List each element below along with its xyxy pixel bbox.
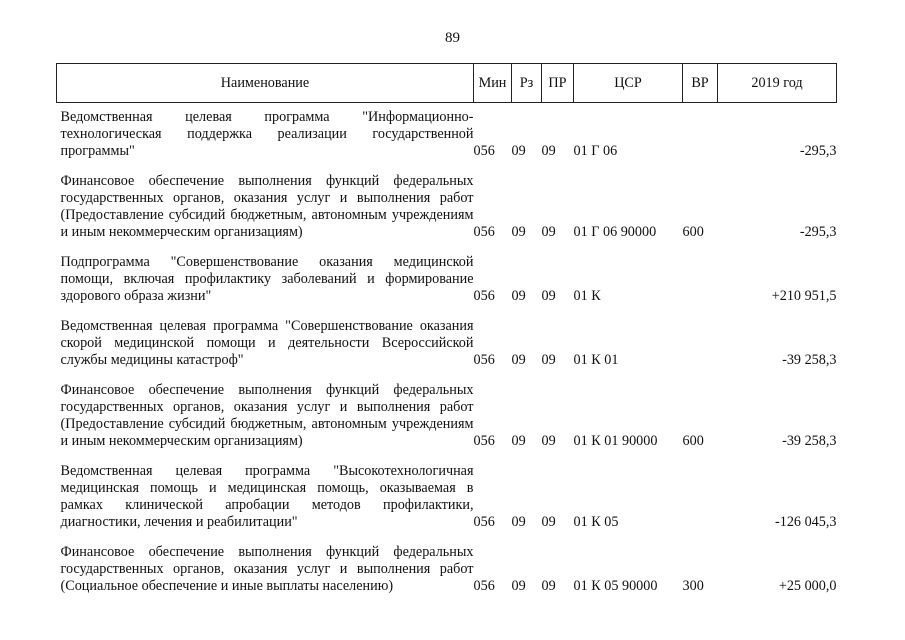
row-name: Ведомственная целевая программа "Совершенствование оказания скорой медицинской помощи и деятельности Всероссийской службы медицины катастроф" bbox=[60, 318, 474, 368]
row-pr: 09 bbox=[541, 433, 556, 449]
header-csr: ЦСР bbox=[574, 64, 683, 103]
row-csr: 01 Г 06 bbox=[573, 143, 618, 159]
row-vr bbox=[683, 312, 718, 376]
row-min: 056 bbox=[473, 578, 495, 594]
header-name: Наименование bbox=[57, 64, 474, 103]
row-name: Финансовое обеспечение выполнения функций федеральных государственных органов, оказания услуг и выполнения работ (Предоставление субсидий бюджетным, автономным учреждениям и иным некоммерческим организациям) bbox=[60, 173, 474, 240]
row-rz: 09 bbox=[511, 143, 526, 159]
table-row bbox=[57, 457, 837, 538]
row-rz: 09 bbox=[511, 578, 526, 594]
row-year: +25 000,0 bbox=[778, 578, 837, 594]
row-min: 056 bbox=[473, 288, 495, 304]
row-vr bbox=[683, 248, 718, 312]
header-min: Мин bbox=[474, 64, 512, 103]
row-pr: 09 bbox=[541, 224, 556, 240]
table-row bbox=[57, 538, 837, 602]
table-header-row bbox=[57, 64, 837, 103]
header-year: 2019 год bbox=[718, 64, 837, 103]
row-name: Финансовое обеспечение выполнения функций федеральных государственных органов, оказания услуг и выполнения работ (Предоставление субсидий бюджетным, автономным учреждениям и иным некоммерческим организациям) bbox=[60, 382, 474, 449]
row-min: 056 bbox=[473, 433, 495, 449]
row-name: Финансовое обеспечение выполнения функций федеральных государственных органов, оказания услуг и выполнения работ (Социальное обеспечение и иные выплаты населению) bbox=[60, 544, 474, 594]
row-rz: 09 bbox=[511, 224, 526, 240]
budget-table bbox=[56, 63, 837, 602]
table-row bbox=[57, 103, 837, 168]
row-rz: 09 bbox=[511, 288, 526, 304]
row-min: 056 bbox=[473, 352, 495, 368]
row-pr: 09 bbox=[541, 578, 556, 594]
row-vr: 600 bbox=[682, 433, 704, 449]
row-min: 056 bbox=[473, 224, 495, 240]
page-number: 89 bbox=[445, 30, 460, 46]
row-vr bbox=[683, 457, 718, 538]
row-csr: 01 Г 06 90000 bbox=[573, 224, 657, 240]
table-row bbox=[57, 167, 837, 248]
row-min: 056 bbox=[473, 143, 495, 159]
header-rz: Рз bbox=[512, 64, 542, 103]
row-year: -39 258,3 bbox=[782, 433, 837, 449]
table-row bbox=[57, 312, 837, 376]
row-year: +210 951,5 bbox=[771, 288, 837, 304]
table-row bbox=[57, 376, 837, 457]
row-vr bbox=[683, 103, 718, 168]
row-pr: 09 bbox=[541, 514, 556, 530]
row-rz: 09 bbox=[511, 433, 526, 449]
row-year: -295,3 bbox=[799, 224, 837, 240]
row-csr: 01 К 05 bbox=[573, 514, 619, 530]
row-year: -295,3 bbox=[799, 143, 837, 159]
row-name: Подпрограмма "Совершенствование оказания медицинской помощи, включая профилактику заболеваний и формирование здорового образа жизни" bbox=[60, 254, 474, 304]
row-csr: 01 К 01 bbox=[573, 352, 619, 368]
row-vr: 600 bbox=[682, 224, 704, 240]
row-csr: 01 К bbox=[573, 288, 601, 304]
table-row bbox=[57, 248, 837, 312]
row-rz: 09 bbox=[511, 352, 526, 368]
row-pr: 09 bbox=[541, 288, 556, 304]
header-pr: ПР bbox=[542, 64, 574, 103]
header-vr: ВР bbox=[683, 64, 718, 103]
row-name: Ведомственная целевая программа "Информационно-технологическая поддержка реализации государственной программы" bbox=[60, 109, 474, 159]
row-pr: 09 bbox=[541, 352, 556, 368]
row-pr: 09 bbox=[541, 143, 556, 159]
row-vr: 300 bbox=[682, 578, 704, 594]
row-year: -126 045,3 bbox=[775, 514, 837, 530]
row-min: 056 bbox=[473, 514, 495, 530]
row-csr: 01 К 05 90000 bbox=[573, 578, 658, 594]
row-name: Ведомственная целевая программа "Высокотехнологичная медицинская помощь и медицинская помощь, оказываемая в рамках клинической апробации методов профилактики, диагностики, лечения и реабилитации" bbox=[60, 463, 474, 530]
row-rz: 09 bbox=[511, 514, 526, 530]
row-year: -39 258,3 bbox=[782, 352, 837, 368]
row-csr: 01 К 01 90000 bbox=[573, 433, 658, 449]
